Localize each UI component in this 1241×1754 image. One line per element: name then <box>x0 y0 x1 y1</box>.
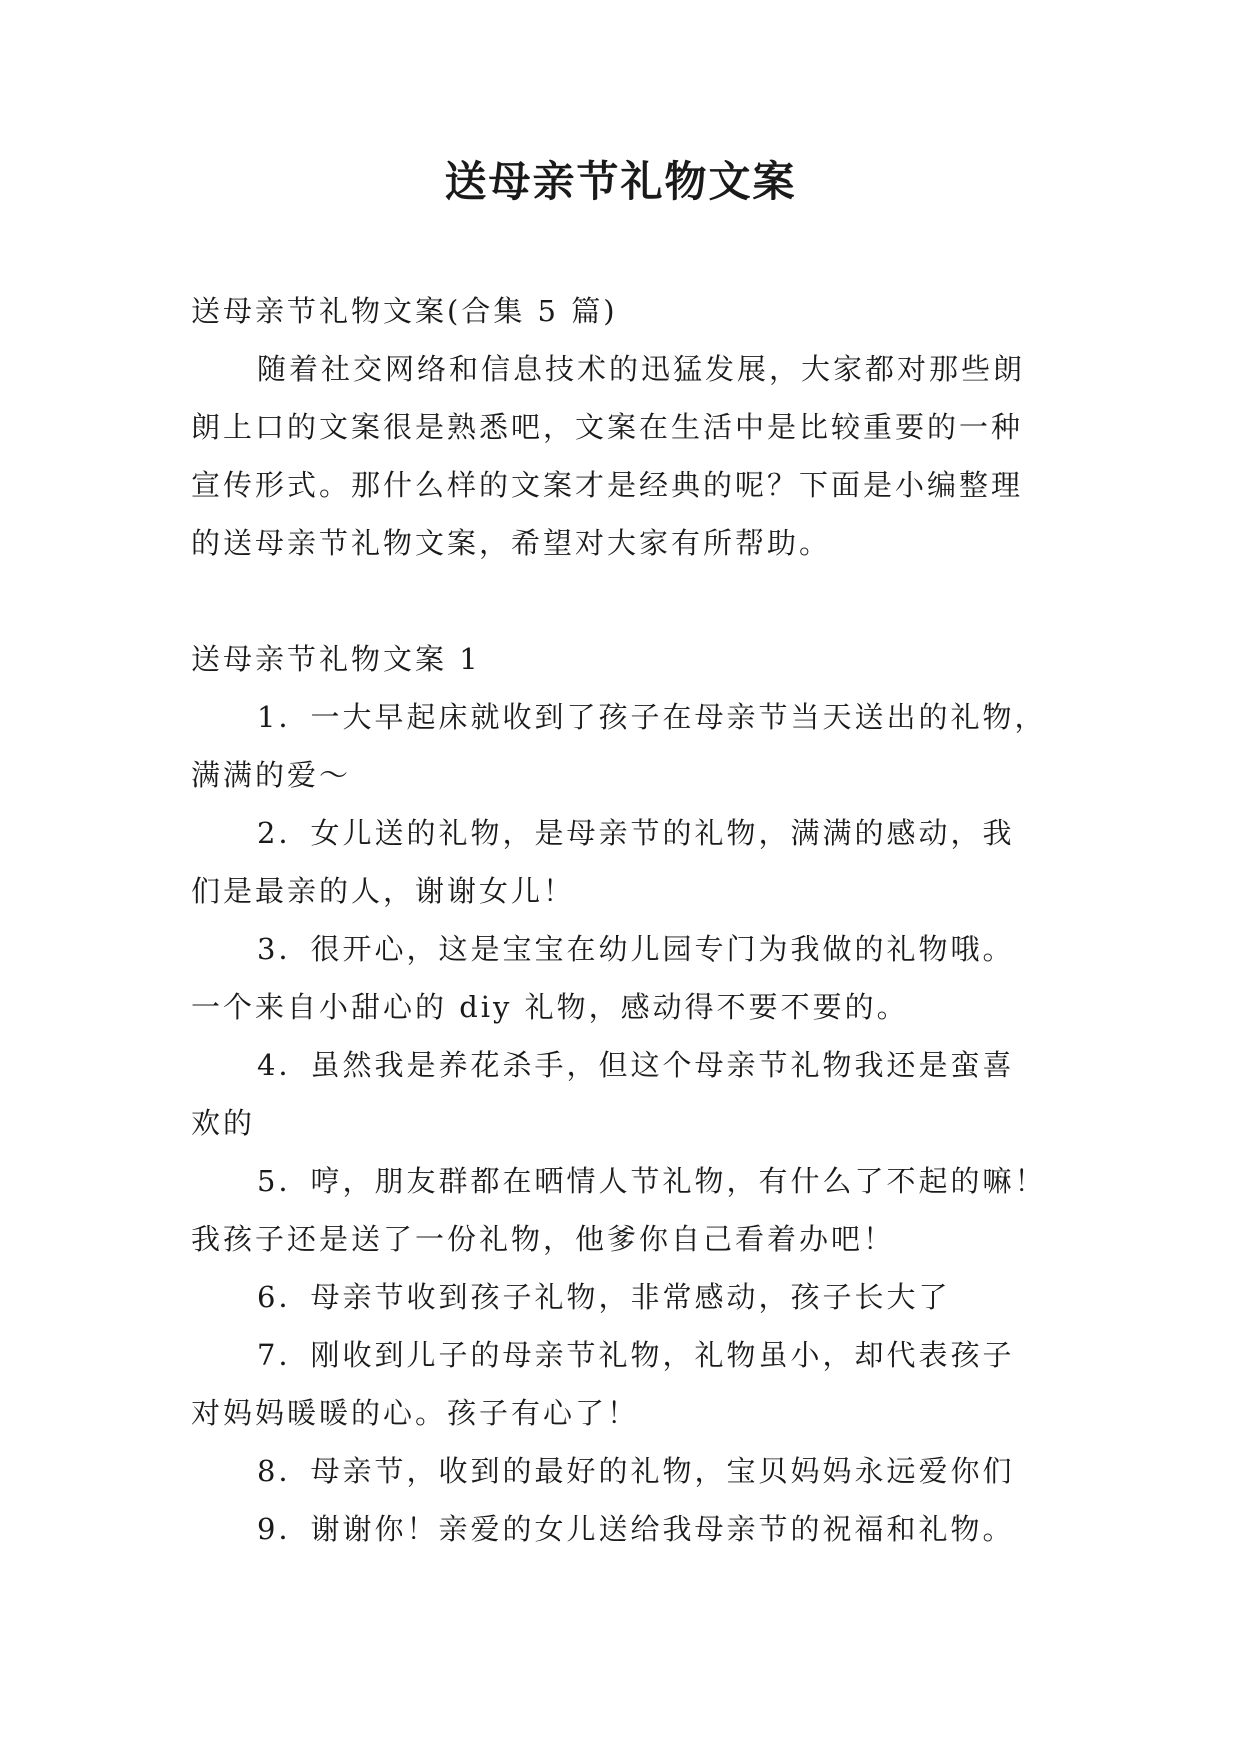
list-item-continuation: 们是最亲的人，谢谢女儿！ <box>191 874 576 908</box>
list-item-continuation: 满满的爱～ <box>191 758 352 792</box>
paragraph-gap <box>191 572 1051 630</box>
list-item: 4．虽然我是养花杀手，但这个母亲节礼物我还是蛮喜 <box>257 1048 1015 1082</box>
list-item: 3．很开心，这是宝宝在幼儿园专门为我做的礼物哦。 <box>257 932 1015 966</box>
list-item: 6．母亲节收到孩子礼物，非常感动，孩子长大了 <box>257 1280 951 1314</box>
section-heading: 送母亲节礼物文案 1 <box>191 642 481 676</box>
list-item: 7．刚收到儿子的母亲节礼物，礼物虽小，却代表孩子 <box>257 1338 1015 1372</box>
intro-line: 宣传形式。那什么样的文案才是经典的呢？下面是小编整理 <box>191 468 1024 502</box>
document-body <box>191 282 1051 1558</box>
intro-line: 朗上口的文案很是熟悉吧，文案在生活中是比较重要的一种 <box>191 410 1024 444</box>
list-item: 1．一大早起床就收到了孩子在母亲节当天送出的礼物， <box>257 700 1047 734</box>
list-item-continuation: 欢的 <box>191 1106 256 1140</box>
list-item-continuation: 我孩子还是送了一份礼物，他爹你自己看着办吧！ <box>191 1222 896 1256</box>
list-item: 2．女儿送的礼物，是母亲节的礼物，满满的感动，我 <box>257 816 1015 850</box>
collection-heading: 送母亲节礼物文案(合集 5 篇) <box>191 294 618 328</box>
document-title: 送母亲节礼物文案 <box>444 157 797 206</box>
intro-line: 的送母亲节礼物文案，希望对大家有所帮助。 <box>191 526 832 560</box>
list-item-continuation: 对妈妈暖暖的心。孩子有心了！ <box>191 1396 640 1430</box>
list-item: 5．哼，朋友群都在晒情人节礼物，有什么了不起的嘛！ <box>257 1164 1047 1198</box>
intro-line: 随着社交网络和信息技术的迅猛发展，大家都对那些朗 <box>257 352 1026 386</box>
list-item: 8．母亲节，收到的最好的礼物，宝贝妈妈永远爱你们 <box>257 1454 1015 1488</box>
list-item: 9．谢谢你！亲爱的女儿送给我母亲节的祝福和礼物。 <box>257 1512 1015 1546</box>
list-item-continuation: 一个来自小甜心的 diy 礼物，感动得不要不要的。 <box>191 990 909 1024</box>
